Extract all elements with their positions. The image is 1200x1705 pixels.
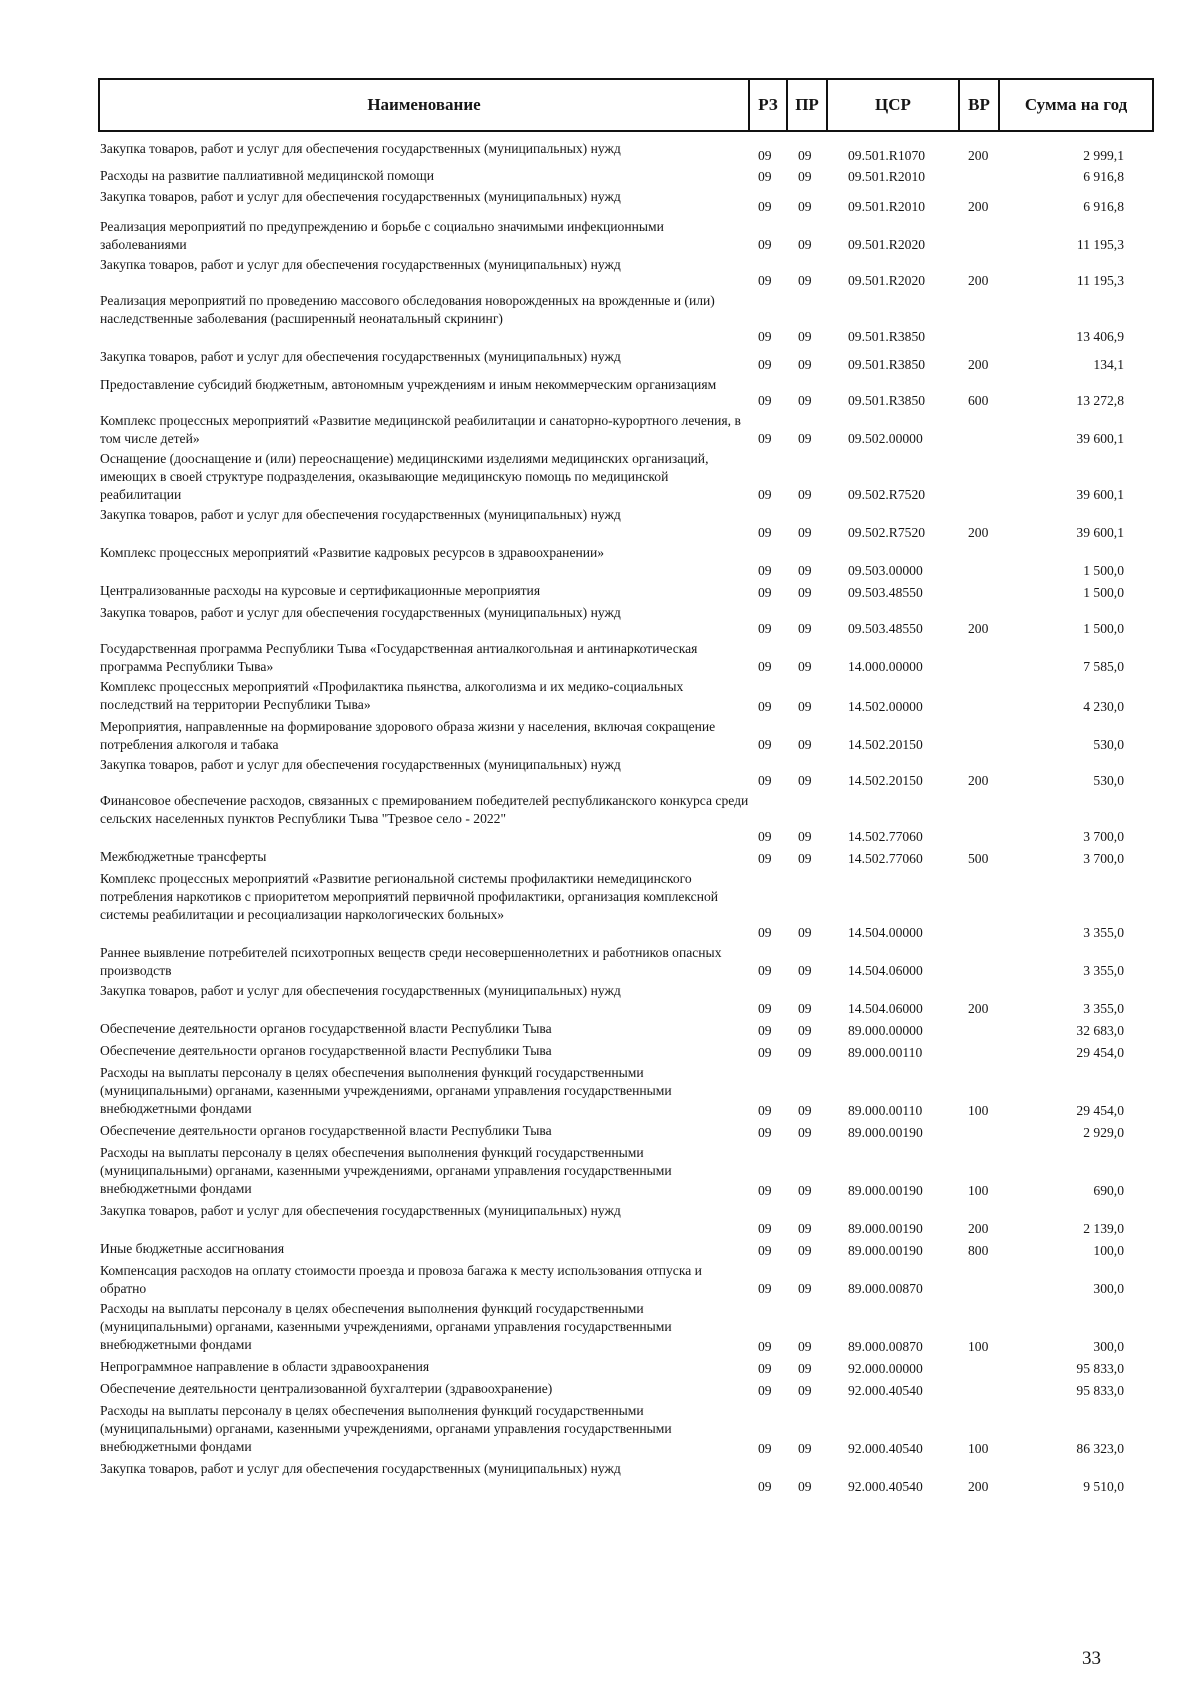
row-name: Обеспечение деятельности централизованной бухгалтерии (здравоохранение) [100, 1381, 553, 1396]
row-csr: 09.503.48550 [848, 621, 923, 636]
row-name: Комплекс процессных мероприятий «Развитие региональной системы профилактики немедицинского потребления наркотиков с приоритетом мероприятий первичной профилактики, организация комплексной системы реабилитации и ресоциализации наркологических больных» [100, 871, 719, 922]
row-rz: 09 [758, 737, 772, 752]
row-rz: 09 [758, 357, 772, 372]
row-rz: 09 [758, 329, 772, 344]
row-vr: 200 [968, 525, 989, 540]
row-pr: 09 [798, 1001, 812, 1016]
row-pr: 09 [798, 273, 812, 288]
header-rz: РЗ [748, 80, 786, 130]
row-rz: 09 [758, 199, 772, 214]
row-csr: 92.000.00000 [848, 1361, 923, 1376]
table-row [100, 256, 1156, 292]
row-rz: 09 [758, 621, 772, 636]
row-sum: 134,1 [1093, 357, 1124, 372]
row-name: Финансовое обеспечение расходов, связанных с премированием победителей республиканского конкурса среди сельских населенных пунктов Республики Тыва "Трезвое село - 2022" [100, 793, 749, 826]
row-sum: 9 510,0 [1083, 1479, 1124, 1494]
table-row [100, 1300, 1156, 1358]
row-csr: 14.502.20150 [848, 773, 923, 788]
row-rz: 09 [758, 1103, 772, 1118]
row-sum: 3 355,0 [1083, 1001, 1124, 1016]
row-pr: 09 [798, 357, 812, 372]
table-row [100, 1460, 1156, 1498]
row-pr: 09 [798, 659, 812, 674]
row-name: Обеспечение деятельности органов государственной власти Республики Тыва [100, 1021, 552, 1036]
row-csr: 09.503.48550 [848, 585, 923, 600]
row-vr: 200 [968, 357, 989, 372]
row-pr: 09 [798, 1243, 812, 1258]
row-sum: 39 600,1 [1076, 487, 1124, 502]
row-rz: 09 [758, 169, 772, 184]
row-sum: 3 355,0 [1083, 925, 1124, 940]
row-name: Закупка товаров, работ и услуг для обеспечения государственных (муниципальных) нужд [100, 983, 621, 998]
row-pr: 09 [798, 963, 812, 978]
row-pr: 09 [798, 431, 812, 446]
row-rz: 09 [758, 1281, 772, 1296]
row-name: Закупка товаров, работ и услуг для обеспечения государственных (муниципальных) нужд [100, 1461, 621, 1476]
table-row [100, 604, 1156, 640]
row-sum: 11 195,3 [1076, 237, 1124, 252]
row-rz: 09 [758, 773, 772, 788]
row-name: Компенсация расходов на оплату стоимости проезда и провоза багажа к месту использования отпуска и обратно [100, 1263, 702, 1296]
row-name: Иные бюджетные ассигнования [100, 1241, 285, 1256]
row-sum: 95 833,0 [1076, 1361, 1124, 1376]
row-pr: 09 [798, 585, 812, 600]
table-row [100, 1380, 1156, 1402]
row-rz: 09 [758, 1243, 772, 1258]
row-pr: 09 [798, 1103, 812, 1118]
row-pr: 09 [798, 737, 812, 752]
row-name: Реализация мероприятий по предупреждению и борьбе с социально значимыми инфекционными заболеваниями [100, 219, 664, 252]
row-pr: 09 [798, 621, 812, 636]
row-csr: 89.000.00110 [848, 1103, 923, 1118]
row-pr: 09 [798, 851, 812, 866]
row-pr: 09 [798, 199, 812, 214]
header-pr: ПР [786, 80, 826, 130]
row-sum: 29 454,0 [1076, 1045, 1124, 1060]
row-pr: 09 [798, 148, 812, 163]
row-name: Межбюджетные трансферты [100, 849, 267, 864]
table-row [100, 1202, 1156, 1240]
table-header [98, 78, 1154, 132]
row-csr: 14.502.77060 [848, 829, 923, 844]
row-rz: 09 [758, 1023, 772, 1038]
row-sum: 39 600,1 [1076, 525, 1124, 540]
table-row [100, 167, 1156, 188]
table-row [100, 376, 1156, 412]
row-sum: 29 454,0 [1076, 1103, 1124, 1118]
row-name: Расходы на выплаты персоналу в целях обеспечения выполнения функций государственными (муниципальными) органами, казенными учреждениями, органами управления государственными внебюджетными фондами [100, 1065, 672, 1116]
row-rz: 09 [758, 487, 772, 502]
row-sum: 7 585,0 [1083, 659, 1124, 674]
table-row [100, 848, 1156, 870]
row-csr: 92.000.40540 [848, 1441, 923, 1456]
row-pr: 09 [798, 1339, 812, 1354]
row-sum: 86 323,0 [1076, 1441, 1124, 1456]
row-sum: 530,0 [1093, 773, 1124, 788]
table-row [100, 792, 1156, 848]
row-rz: 09 [758, 393, 772, 408]
table-row [100, 1122, 1156, 1144]
row-rz: 09 [758, 925, 772, 940]
row-sum: 100,0 [1093, 1243, 1124, 1258]
row-pr: 09 [798, 393, 812, 408]
table-row [100, 1358, 1156, 1380]
table-row [100, 1240, 1156, 1262]
row-rz: 09 [758, 1339, 772, 1354]
row-csr: 14.504.06000 [848, 1001, 923, 1016]
row-rz: 09 [758, 963, 772, 978]
row-vr: 600 [968, 393, 989, 408]
table-row [100, 718, 1156, 756]
row-csr: 09.501.R1070 [848, 148, 926, 163]
row-rz: 09 [758, 829, 772, 844]
row-name: Закупка товаров, работ и услуг для обеспечения государственных (муниципальных) нужд [100, 257, 621, 272]
row-sum: 690,0 [1093, 1183, 1124, 1198]
page-number: 33 [1082, 1648, 1101, 1669]
row-name: Раннее выявление потребителей психотропных веществ среди несовершеннолетних и работников опасных производств [100, 945, 722, 978]
row-rz: 09 [758, 148, 772, 163]
table-row [100, 1402, 1156, 1460]
row-rz: 09 [758, 851, 772, 866]
row-rz: 09 [758, 1221, 772, 1236]
row-rz: 09 [758, 1045, 772, 1060]
row-pr: 09 [798, 1125, 812, 1140]
row-csr: 09.502.00000 [848, 431, 923, 446]
row-pr: 09 [798, 1281, 812, 1296]
row-name: Реализация мероприятий по проведению массового обследования новорожденных на врожденные и (или) наследственные заболевания (расширенный неонатальный скрининг) [100, 293, 715, 326]
row-pr: 09 [798, 1183, 812, 1198]
table-row [100, 756, 1156, 792]
row-pr: 09 [798, 1383, 812, 1398]
row-name: Предоставление субсидий бюджетным, автономным учреждениям и иным некоммерческим организациям [100, 377, 717, 392]
row-vr: 100 [968, 1441, 989, 1456]
row-rz: 09 [758, 1383, 772, 1398]
table-row [100, 1020, 1156, 1042]
row-csr: 09.501.R3850 [848, 393, 926, 408]
row-vr: 200 [968, 773, 989, 788]
row-sum: 6 916,8 [1083, 169, 1124, 184]
row-sum: 3 355,0 [1083, 963, 1124, 978]
table-row [100, 1042, 1156, 1064]
row-name: Закупка товаров, работ и услуг для обеспечения государственных (муниципальных) нужд [100, 189, 621, 204]
row-vr: 100 [968, 1183, 989, 1198]
row-sum: 2 929,0 [1083, 1125, 1124, 1140]
row-rz: 09 [758, 1001, 772, 1016]
row-csr: 09.502.R7520 [848, 525, 926, 540]
row-rz: 09 [758, 1441, 772, 1456]
row-name: Комплекс процессных мероприятий «Развитие медицинской реабилитации и санаторно-курортного лечения, в том числе детей» [100, 413, 741, 446]
row-vr: 800 [968, 1243, 989, 1258]
row-sum: 95 833,0 [1076, 1383, 1124, 1398]
row-csr: 09.502.R7520 [848, 487, 926, 502]
row-sum: 300,0 [1093, 1281, 1124, 1296]
row-vr: 200 [968, 1479, 989, 1494]
row-name: Мероприятия, направленные на формирование здорового образа жизни у населения, включая сокращение потребления алкоголя и табака [100, 719, 716, 752]
row-rz: 09 [758, 699, 772, 714]
table-row [100, 944, 1156, 982]
row-pr: 09 [798, 925, 812, 940]
table-row [100, 218, 1156, 256]
table-row [100, 1144, 1156, 1202]
row-sum: 6 916,8 [1083, 199, 1124, 214]
row-name: Непрограммное направление в области здравоохранения [100, 1359, 430, 1374]
row-csr: 14.502.00000 [848, 699, 923, 714]
row-pr: 09 [798, 1361, 812, 1376]
table-row [100, 506, 1156, 544]
row-sum: 1 500,0 [1083, 621, 1124, 636]
header-name: Наименование [367, 95, 481, 114]
row-pr: 09 [798, 829, 812, 844]
row-sum: 1 500,0 [1083, 563, 1124, 578]
row-csr: 09.501.R2020 [848, 237, 926, 252]
table-row [100, 544, 1156, 582]
table-row [100, 188, 1156, 218]
row-pr: 09 [798, 237, 812, 252]
row-sum: 39 600,1 [1076, 431, 1124, 446]
row-sum: 3 700,0 [1083, 829, 1124, 844]
row-name: Закупка товаров, работ и услуг для обеспечения государственных (муниципальных) нужд [100, 349, 621, 364]
table-row [100, 292, 1156, 348]
row-pr: 09 [798, 1221, 812, 1236]
row-csr: 14.502.77060 [848, 851, 923, 866]
row-name: Закупка товаров, работ и услуг для обеспечения государственных (муниципальных) нужд [100, 141, 621, 156]
row-vr: 200 [968, 148, 989, 163]
row-csr: 09.501.R2010 [848, 199, 926, 214]
row-csr: 14.000.00000 [848, 659, 923, 674]
row-name: Комплекс процессных мероприятий «Профилактика пьянства, алкоголизма и их медико-социальных последствий на территории Республики Тыва» [100, 679, 684, 712]
row-csr: 89.000.00870 [848, 1339, 923, 1354]
row-name: Комплекс процессных мероприятий «Развитие кадровых ресурсов в здравоохранении» [100, 545, 605, 560]
row-csr: 89.000.00000 [848, 1023, 923, 1038]
row-pr: 09 [798, 699, 812, 714]
row-name: Оснащение (дооснащение и (или) переоснащение) медицинскими изделиями медицинских организаций, имеющих в своей структуре подразделения, оказывающие медицинскую помощь по медицинской реабилитации [100, 451, 709, 502]
row-csr: 14.504.00000 [848, 925, 923, 940]
row-sum: 2 999,1 [1083, 148, 1124, 163]
row-csr: 89.000.00190 [848, 1243, 923, 1258]
table-row [100, 640, 1156, 678]
row-csr: 09.503.00000 [848, 563, 923, 578]
row-sum: 13 406,9 [1076, 329, 1124, 344]
table-row [100, 348, 1156, 376]
row-rz: 09 [758, 431, 772, 446]
row-pr: 09 [798, 773, 812, 788]
row-pr: 09 [798, 1045, 812, 1060]
table-row [100, 1262, 1156, 1300]
row-name: Обеспечение деятельности органов государственной власти Республики Тыва [100, 1123, 552, 1138]
row-sum: 1 500,0 [1083, 585, 1124, 600]
row-rz: 09 [758, 563, 772, 578]
row-csr: 14.502.20150 [848, 737, 923, 752]
header-csr: ЦСР [826, 80, 958, 130]
row-rz: 09 [758, 1125, 772, 1140]
row-sum: 3 700,0 [1083, 851, 1124, 866]
row-csr: 92.000.40540 [848, 1479, 923, 1494]
row-name: Государственная программа Республики Тыва «Государственная антиалкогольная и антинаркотическая программа Республики Тыва» [100, 641, 698, 674]
table-body [100, 140, 1156, 1498]
row-csr: 09.501.R2010 [848, 169, 926, 184]
row-sum: 13 272,8 [1076, 393, 1124, 408]
row-sum: 2 139,0 [1083, 1221, 1124, 1236]
row-pr: 09 [798, 169, 812, 184]
row-name: Расходы на выплаты персоналу в целях обеспечения выполнения функций государственными (муниципальными) органами, казенными учреждениями, органами управления государственными внебюджетными фондами [100, 1145, 672, 1196]
row-rz: 09 [758, 659, 772, 674]
row-name: Закупка товаров, работ и услуг для обеспечения государственных (муниципальных) нужд [100, 507, 621, 522]
row-sum: 300,0 [1093, 1339, 1124, 1354]
row-vr: 200 [968, 199, 989, 214]
header-vr: ВР [958, 80, 998, 130]
row-sum: 4 230,0 [1083, 699, 1124, 714]
row-rz: 09 [758, 273, 772, 288]
row-name: Централизованные расходы на курсовые и сертификационные мероприятия [100, 583, 541, 598]
row-rz: 09 [758, 237, 772, 252]
row-pr: 09 [798, 1479, 812, 1494]
row-vr: 200 [968, 273, 989, 288]
row-name: Закупка товаров, работ и услуг для обеспечения государственных (муниципальных) нужд [100, 757, 621, 772]
row-vr: 200 [968, 621, 989, 636]
row-rz: 09 [758, 525, 772, 540]
row-csr: 09.501.R3850 [848, 329, 926, 344]
row-sum: 530,0 [1093, 737, 1124, 752]
row-pr: 09 [798, 525, 812, 540]
row-csr: 89.000.00870 [848, 1281, 923, 1296]
row-rz: 09 [758, 1361, 772, 1376]
row-csr: 89.000.00190 [848, 1125, 923, 1140]
row-csr: 89.000.00190 [848, 1221, 923, 1236]
row-name: Расходы на выплаты персоналу в целях обеспечения выполнения функций государственными (муниципальными) органами, казенными учреждениями, органами управления государственными внебюджетными фондами [100, 1403, 672, 1454]
row-sum: 11 195,3 [1076, 273, 1124, 288]
row-vr: 100 [968, 1339, 989, 1354]
table-row [100, 582, 1156, 604]
table-row [100, 412, 1156, 450]
table-row [100, 1064, 1156, 1122]
row-csr: 89.000.00190 [848, 1183, 923, 1198]
table-row [100, 140, 1156, 167]
row-vr: 100 [968, 1103, 989, 1118]
row-name: Закупка товаров, работ и услуг для обеспечения государственных (муниципальных) нужд [100, 1203, 621, 1218]
row-name: Закупка товаров, работ и услуг для обеспечения государственных (муниципальных) нужд [100, 605, 621, 620]
row-csr: 09.501.R2020 [848, 273, 926, 288]
header-sum: Сумма на год [998, 80, 1152, 130]
row-rz: 09 [758, 585, 772, 600]
table-row [100, 678, 1156, 718]
table-row [100, 870, 1156, 944]
row-csr: 14.504.06000 [848, 963, 923, 978]
row-csr: 09.501.R3850 [848, 357, 926, 372]
row-csr: 89.000.00110 [848, 1045, 923, 1060]
row-csr: 92.000.40540 [848, 1383, 923, 1398]
row-pr: 09 [798, 1441, 812, 1456]
row-rz: 09 [758, 1183, 772, 1198]
row-pr: 09 [798, 329, 812, 344]
table-row [100, 450, 1156, 506]
row-name: Расходы на развитие паллиативной медицинской помощи [100, 168, 435, 183]
row-vr: 200 [968, 1221, 989, 1236]
row-sum: 32 683,0 [1076, 1023, 1124, 1038]
table-row [100, 982, 1156, 1020]
row-vr: 200 [968, 1001, 989, 1016]
row-pr: 09 [798, 563, 812, 578]
row-pr: 09 [798, 1023, 812, 1038]
row-name: Расходы на выплаты персоналу в целях обеспечения выполнения функций государственными (муниципальными) органами, казенными учреждениями, органами управления государственными внебюджетными фондами [100, 1301, 672, 1352]
row-rz: 09 [758, 1479, 772, 1494]
row-pr: 09 [798, 487, 812, 502]
row-name: Обеспечение деятельности органов государственной власти Республики Тыва [100, 1043, 552, 1058]
row-vr: 500 [968, 851, 989, 866]
